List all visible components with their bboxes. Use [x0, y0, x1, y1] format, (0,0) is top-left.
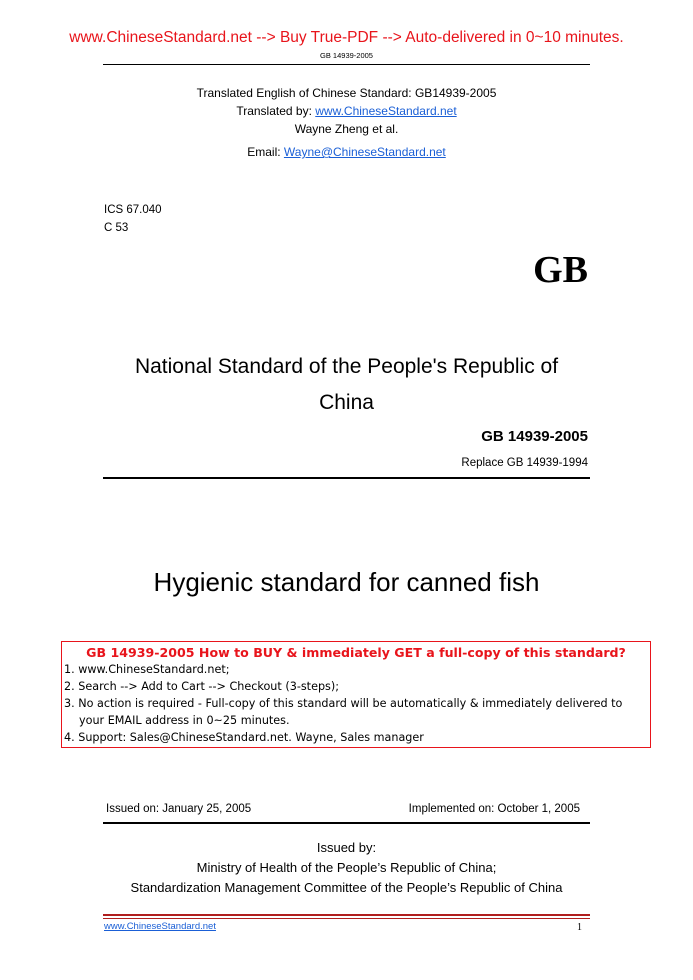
translated-by-link[interactable]: www.ChineseStandard.net	[315, 104, 457, 118]
national-standard-line1: National Standard of the People's Republic of	[134, 355, 559, 378]
footer-rule-thin	[103, 918, 590, 919]
translation-info	[0, 86, 693, 159]
purchase-step-4: 4. Support: Sales@ChineseStandard.net. Wayne, Sales manager	[64, 731, 424, 744]
issuer-line-1: Ministry of Health of the People’s Republic of China;	[196, 860, 497, 875]
purchase-step-3: 3. No action is required - Full-copy of this standard will be automatically & immediately delivered to	[64, 697, 623, 710]
translated-by-line	[0, 104, 693, 118]
translated-line: Translated English of Chinese Standard: GB14939-2005	[196, 86, 497, 100]
page-number: 1	[577, 922, 582, 933]
ccs-code: C 53	[104, 222, 129, 234]
purchase-box-heading: GB 14939-2005 How to BUY & immediately GET a full-copy of this standard?	[86, 645, 626, 660]
footer-rule-red	[103, 914, 590, 916]
standard-number: GB 14939-2005	[481, 428, 588, 445]
issued-by-label: Issued by:	[316, 840, 377, 855]
purchase-step-2: 2. Search --> Add to Cart --> Checkout (3-steps);	[64, 680, 340, 693]
email-link[interactable]: Wayne@ChineseStandard.net	[283, 145, 446, 159]
header-rule	[103, 64, 590, 65]
national-standard-line2: China	[319, 391, 374, 414]
gb-logo: GB	[533, 249, 588, 291]
title-rule	[103, 477, 590, 479]
translator-name: Wayne Zheng et al.	[294, 122, 399, 136]
dates-rule	[103, 822, 590, 824]
issuer-line-2: Standardization Management Committee of the People’s Republic of China	[130, 880, 563, 895]
implemented-on-date: Implemented on: October 1, 2005	[408, 803, 580, 815]
email-line	[0, 145, 693, 159]
running-header: GB 14939-2005	[320, 51, 373, 60]
footer-website-link[interactable]: www.ChineseStandard.net	[104, 921, 216, 932]
ics-code: ICS 67.040	[104, 204, 162, 216]
issued-on-date: Issued on: January 25, 2005	[106, 803, 252, 815]
purchase-info-box	[61, 641, 651, 748]
issued-by-block	[0, 838, 693, 898]
purchase-step-3-cont: your EMAIL address in 0~25 minutes.	[79, 714, 290, 727]
email-prefix: Email:	[247, 145, 284, 159]
national-standard-heading	[0, 352, 693, 418]
translated-by-prefix: Translated by:	[236, 104, 316, 118]
top-banner[interactable]: www.ChineseStandard.net --> Buy True-PDF --> Auto-delivered in 0~10 minutes.	[69, 29, 624, 46]
document-title: Hygienic standard for canned fish	[153, 567, 540, 597]
purchase-step-1[interactable]: 1. www.ChineseStandard.net;	[64, 663, 230, 676]
replaces-note: Replace GB 14939-1994	[461, 457, 588, 469]
